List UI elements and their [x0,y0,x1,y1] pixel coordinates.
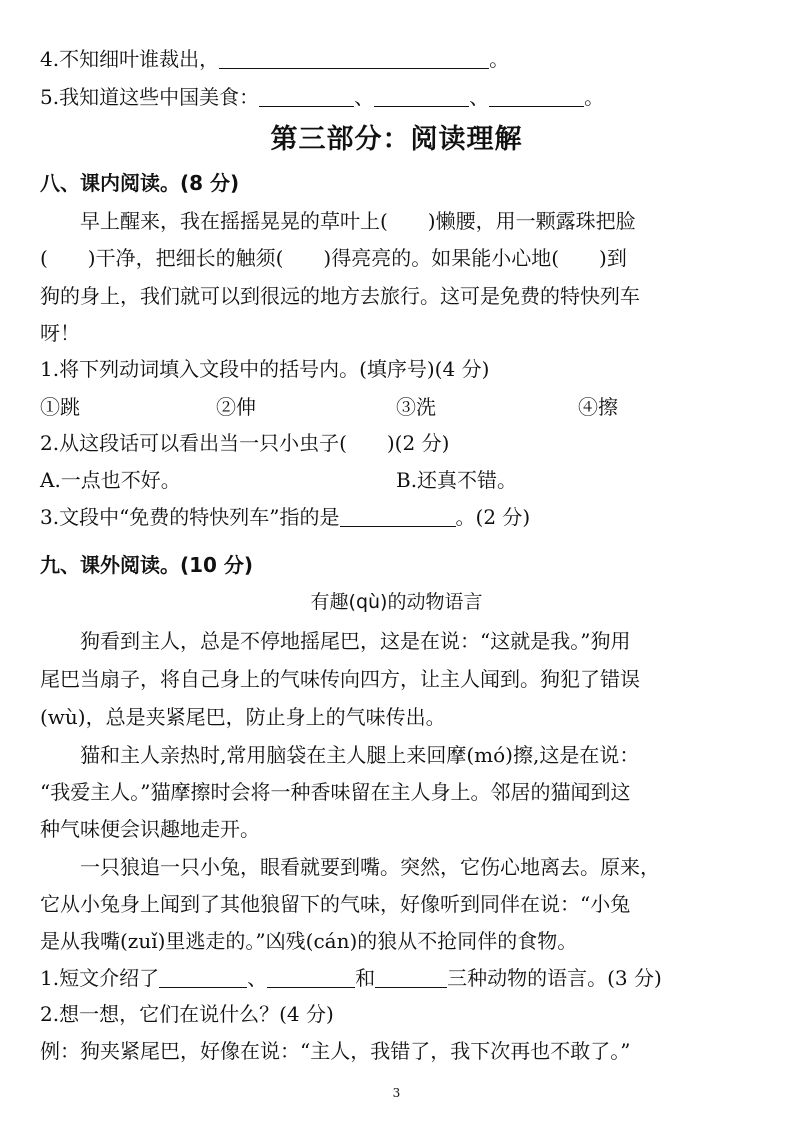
passage-9-line: (wù)，总是夹紧尾巴，防止身上的气味传出。 [40,705,446,729]
part-three-title: 第三部分：阅读理解 [270,124,523,155]
answer-blank[interactable] [159,967,247,988]
passage-9-line: 狗看到主人，总是不停地摇尾巴，这是在说：“这就是我。”狗用 [80,629,631,653]
passage-9-line: 是从我嘴(zuǐ)里逃走的。”凶残(cán)的狼从不抢同伴的食物。 [40,929,578,953]
passage-9-line: 尾巴当扇子，将自己身上的气味传向四方，让主人闻到。狗犯了错误 [40,667,640,691]
passage-8-line: 早上醒来，我在摇摇晃晃的草叶上( )懒腰，用一颗露珠把脸 [80,209,636,233]
passage-9-line: “我爱主人。”猫摩擦时会将一种香味留在主人身上。邻居的猫闻到这 [40,780,631,804]
section-9-heading: 九、课外阅读。(10 分) [40,553,254,577]
section-8-question-3: 3.文段中“免费的特快列车”指的是 。(2 分) [40,505,531,529]
answer-blank[interactable] [489,86,584,107]
passage-9-line: 种气味便会识趣地走开。 [40,817,260,841]
answer-blank[interactable] [259,86,354,107]
section-8-question-2: 2.从这段话可以看出当一只小虫子( )(2 分) [40,431,450,455]
question-5-line: 5.我知道这些中国美食： 、 、 。 [40,85,605,109]
question-4-line: 4.不知细叶谁裁出， 。 [40,47,510,71]
answer-blank[interactable] [340,506,456,527]
section-9-question-2: 2.想一想，它们在说什么？(4 分) [40,1002,334,1026]
choice-a[interactable]: A.一点也不好。 [40,468,181,492]
answer-blank[interactable] [374,86,469,107]
passage-8-line: 狗的身上，我们就可以到很远的地方去旅行。这可是免费的特快列车 [40,284,640,308]
answer-blank[interactable] [267,967,355,988]
verb-option: ②伸 [216,395,256,419]
passage-9-line: 它从小兔身上闻到了其他狼留下的气味，好像听到同伴在说：“小兔 [40,892,631,916]
article-title: 有趣(qù)的动物语言 [310,591,483,613]
question-5-text: 5.我知道这些中国美食： [40,85,260,109]
passage-9-line: 一只狼追一只小兔，眼看就要到嘴。突然，它伤心地离去。原来， [80,855,660,879]
section-9-question-1: 1.短文介绍了 、 和 三种动物的语言。(3 分) [40,966,662,990]
passage-9-line: 猫和主人亲热时,常用脑袋在主人腿上来回摩(mó)擦,这是在说： [80,743,640,767]
passage-8-line: 呀！ [40,321,80,345]
verb-option: ③洗 [396,395,436,419]
verb-option: ①跳 [40,395,80,419]
answer-blank[interactable] [375,967,447,988]
passage-8-line: ( )干净，把细长的触须( )得亮亮的。如果能小心地( )到 [40,246,627,270]
choice-b[interactable]: B.还真不错。 [396,468,518,492]
question-4-text: 4.不知细叶谁裁出， [40,47,220,71]
page-number: 3 [392,1086,401,1100]
verb-option: ④擦 [578,395,618,419]
section-8-heading: 八、课内阅读。(8 分) [40,171,240,195]
answer-blank[interactable] [219,48,489,69]
example-answer: 例：狗夹紧尾巴，好像在说：“主人，我错了，我下次再也不敢了。” [40,1039,631,1063]
section-8-question-1: 1.将下列动词填入文段中的括号内。(填序号)(4 分) [40,357,490,381]
